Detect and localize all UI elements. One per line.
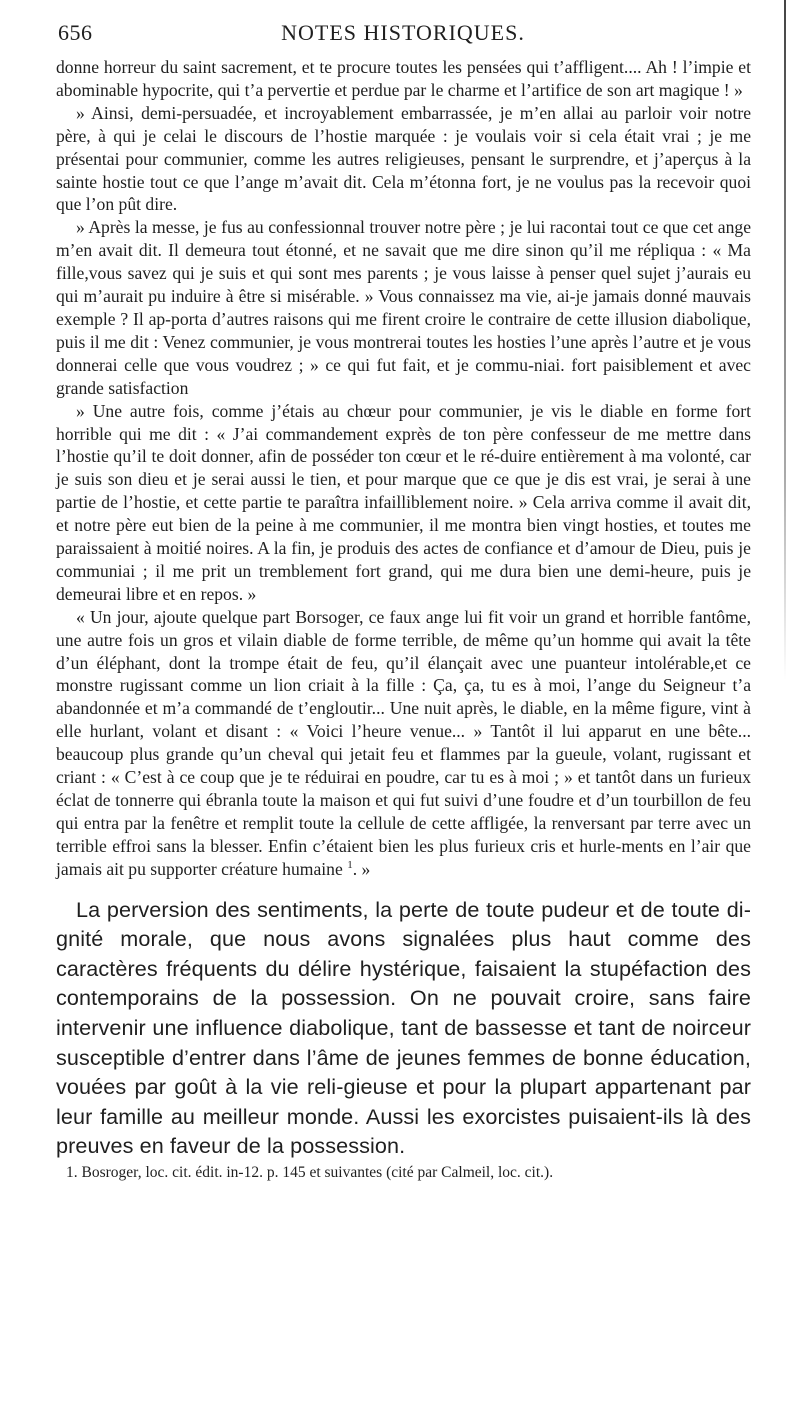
body-text bbox=[56, 56, 751, 1183]
page-header bbox=[58, 20, 748, 52]
paragraph-5 bbox=[56, 606, 751, 881]
paragraph-5-end: . » bbox=[352, 858, 371, 879]
footnote: 1. Bosroger, loc. cit. édit. in-12. p. 145 et suivantes (cité par Calmeil, loc. cit.). bbox=[66, 1163, 554, 1181]
commentary-paragraph: La perversion des sentiments, la perte de toute pudeur et de toute di-gnité morale, que nous avons signalées plus haut comme des caractères fréquents du délire hystérique, faisaient la stupéfaction des contemporains de la possession. On ne pouvait croire, sans faire intervenir une influence diabolique, tant de bassesse et tant de noirceur susceptible d’entrer dans l’âme de jeunes femmes de bonne éducation, vouées par goût à la vie reli-gieuse et pour la plupart appartenant par leur famille au meilleur monde. Aussi les exorcistes puisaient-ils là des preuves en faveur de la possession. bbox=[56, 896, 751, 1159]
footnote-reference: 1 bbox=[347, 858, 353, 871]
paragraph-2: » Ainsi, demi-persuadée, et incroyablement embarrassée, je m’en allai au parloir voir notre père, à qui je celai le discours de l’hostie marquée : je voulais voir si cela était vrai ; je me présentai pour communier, comme les autres religieuses, pensant le surprendre, et j’aperçus à la sainte hostie tout ce que l’ange m’avait dit. Cela m’étonna fort, je ne voulus pas la recevoir quoi que l’on pût dire. bbox=[56, 102, 751, 215]
paragraph-3: » Après la messe, je fus au confessionnal trouver notre père ; je lui racontai tout ce que cet ange m’en avait dit. Il demeura tout étonné, et ne savait que me dire sinon qu’il me répliqua : « Ma fille,vous savez qui je suis et qui sont mes parents ; je vous laisse à penser quel sujet j’aurais eu qui m’aurait pu induire à être si misérable. » Vous connaissez ma vie, ai-je jamais donné mauvais exemple ? Il ap-porta d’autres raisons qui me firent croire le contraire de cette illusion diabolique, puis il me dit : Venez communier, je vous montrerai toutes les hosties l’une après l’autre et je vous donnerai celle que vous voudrez ; » ce qui fut fait, et je commu-niai. fort paisiblement et avec grande satisfaction bbox=[56, 217, 751, 398]
running-head: NOTES HISTORIQUES. bbox=[281, 20, 525, 45]
page-number: 656 bbox=[58, 20, 93, 45]
paragraph-4: » Une autre fois, comme j’étais au chœur pour communier, je vis le diable en forme fort horrible qui me dit : « J’ai commandement exprès de ton père confesseur de me mettre dans l’hostie qu’il te doit donner, afin de posséder ton cœur et le ré-duire entièrement à ma volonté, car je suis son dieu et je serai aussi le tien, et pour marque que ce que je dis est vrai, je serai à une partie de l’hostie, et cette partie te paraîtra infailliblement noire. » Cela arriva comme il avait dit, et notre père eut bien de la peine à me communier, il me montra bien vingt hosties, et toutes me paraissaient à moitié noires. A la fin, je produis des actes de confiance et d’amour de Dieu, puis je communiai ; il me prit un tremblement fort grand, qui me dura bien une demi-heure, puis je demeurai libre et en repos. » bbox=[56, 400, 751, 604]
paragraph-5-text: « Un jour, ajoute quelque part Borsoger, ce faux ange lui fit voir un grand et horrible fantôme, une autre fois un gros et vilain diable de forme terrible, de même qu’un homme qui avait la tête d’un éléphant, dont la trompe était de feu, qu’il élançait avec une puanteur intolérable,et ce monstre rugissant comme un lion criait à la fille : Ça, ça, tu es à moi, l’ange du Seigneur t’a abandonnée et m’a commandé de t’engloutir... Une nuit après, le diable, en la même figure, vint à elle hurlant, volant et disant : « Voici l’heure venue... » Tantôt il lui apparut en une bête... beaucoup plus grande qu’un cheval qui jetait feu et flammes par la gueule, volant, rugissant et criant : « C’est à ce coup que je te réduirai en poudre, car tu es à moi ; » et tantôt dans un furieux éclat de tonnerre qui ébranla toute la maison et qui fut suivi d’une foudre et d’un tourbillon de feu qui entra par la fenêtre et remplit toute la cellule de cette affligée, la renversant par terre avec un terrible effroi sans la blesser. Enfin c’étaient bien les plus furieux cris et hurle-ments en l’air que jamais ait pu supporter créature humaine bbox=[56, 606, 751, 879]
paragraph-1: donne horreur du saint sacrement, et te procure toutes les pensées qui t’affligent.... Ah ! l’impie et abominable hypocrite, qui t’a pervertie et perdue par le charme et l’artifice de son art magique ! » bbox=[56, 57, 751, 100]
page-edge bbox=[784, 0, 786, 680]
